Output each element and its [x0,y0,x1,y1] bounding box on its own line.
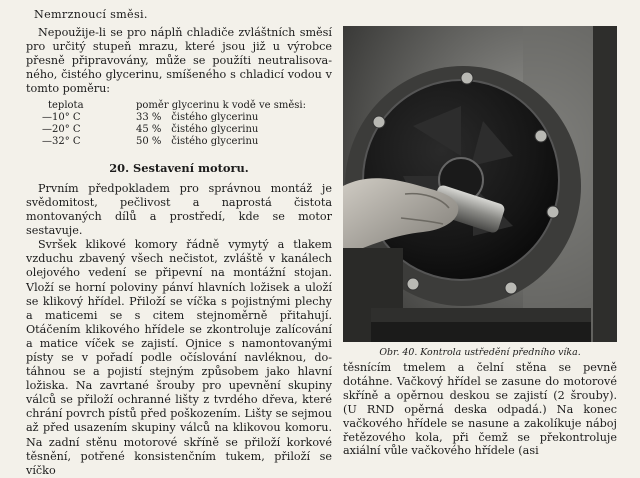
table-desc: čistého glycerinu [171,124,259,136]
table-row [26,136,332,148]
table-pct: 33 % [136,111,162,123]
subheading-antifreeze: Nemrznoucí směsi. [34,8,148,21]
engine-cover-photo [343,26,617,342]
table-temp: —20° C [42,124,81,136]
mixture-table [26,100,332,149]
table-header-row [26,100,332,112]
body-paragraph: Prvním předpokladem pro správnou montáž je svědomitost, pečlivost a naprostá čistota montovaných dílů a prostředí, kde se motor sestavuje. [26,181,332,238]
table-desc: čistého glycerinu [171,136,259,148]
section-title: 20. Sestavení motoru. [109,160,249,175]
table-temp: —10° C [42,111,81,123]
intro-paragraph: Nepoužije-li se pro náplň chladiče zvláštních směsí pro určitý stupeň mrazu, které jsou již u výrobce přesně připravovány, může se použíti neutralisova- ného, čistého glycerinu, smíšeného s chladicí vodou v tomto poměru: [26,26,332,96]
table-pct: 50 % [136,136,162,148]
table-desc: čistého glycerinu [171,111,259,123]
table-row [26,124,332,136]
table-temp: —32° C [42,136,81,148]
left-column [26,8,332,478]
table-col1-header: teplota [48,99,84,111]
table-pct: 45 % [136,124,162,136]
table-col2-header: poměr glycerinu k vodě ve směsi: [136,99,306,111]
figure-caption: Obr. 40. Kontrola ustředění předního víka. [379,347,581,358]
body-paragraph: Svršek klikové komory řádně vymytý a tlakem vzduchu zbavený všech nečistot, zvláště v kanálech olejového vedení se připevní na montážní stojan. Vloží se horní poloviny pánví hlavních ložisek a uloží se klikový hřídel. Přiloží se víčka s pojistnými plechy a maticemi se s citem stejnoměrně přitahují. Otáčením klikového hřídele se zkontroluje zalícování a matice víček se zajistí. Ojnice s namontovanými písty se v pořadí podle očíslování navléknou, do- táhnou se a pojistí stejným způsobem jako hlavní ložiska. Na zavrtané šrouby pro upevnění skupiny válců se přiloží ochranné lišty z tvrdého dřeva, které chrání povrch pístů před poškozením. Lišty se sejmou až před usazením skupiny válců na klikovou komoru. Na zadní stěnu motorové skříně se přiloží korkové těsnění, potřené konsistenčním tukem, přiloží se víčko [26,238,332,477]
figure-photo [343,26,617,342]
table-row [26,112,332,124]
right-column-text: těsnícím tmelem a čelní stěna se pevně dotáhne. Vačkový hřídel se zasune do motorové skříně a opěrnou deskou se zajistí (2 šrouby). (U RND opěrná deska odpadá.) Na konec vačkového hřídele se nasune a zakolíkuje náboj řetězového kola, při čemž se překontroluje axiální vůle vačkového hřídele (asi [343,361,617,458]
